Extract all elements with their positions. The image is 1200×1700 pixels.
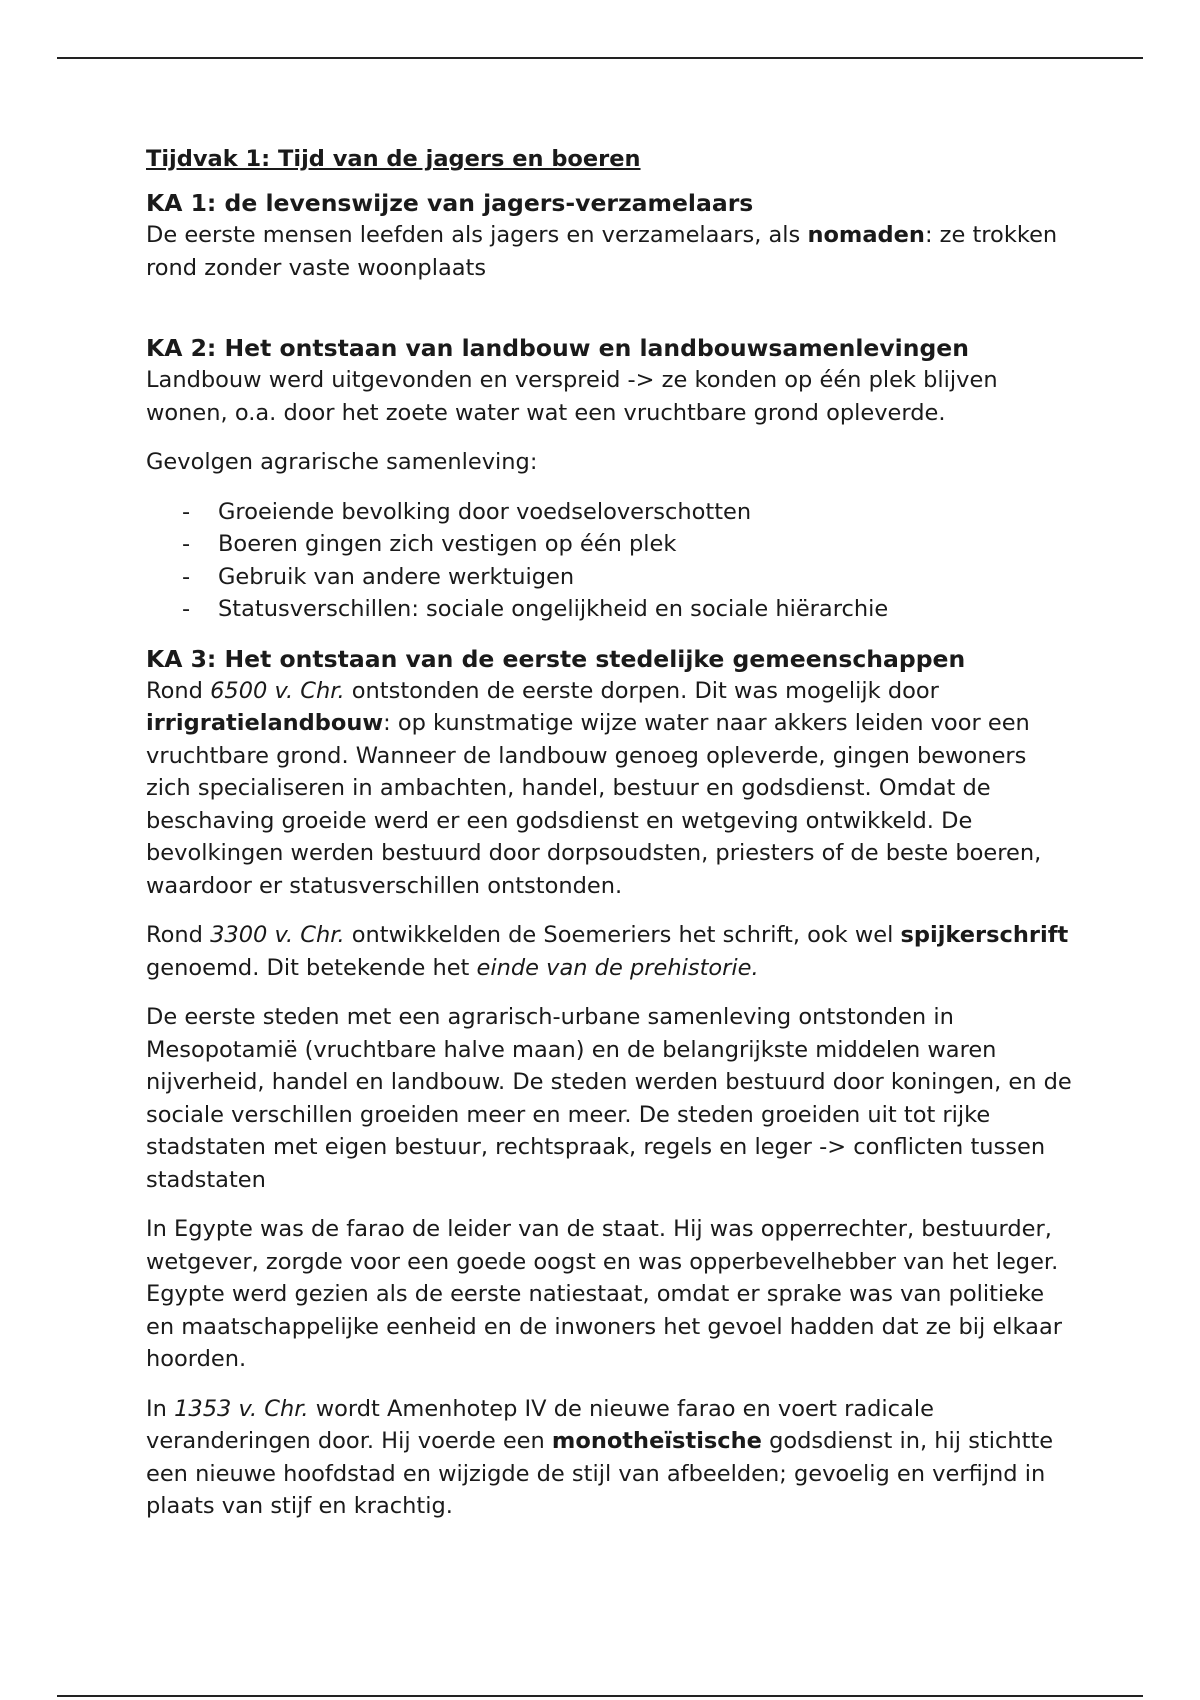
section-ka1 <box>146 187 1076 284</box>
footer-rule <box>57 1695 1143 1697</box>
ka3-paragraph-5 <box>146 1393 1076 1523</box>
ka1-p1-text-c: : ze trokken rond zonder vaste woonplaats <box>146 222 1058 281</box>
ka3-p2-text-c: ontwikkelden de Soemeriers het schrift, ook wel <box>344 922 901 948</box>
ka3-paragraph-3: De eerste steden met een agrarisch-urbane samenleving ontstonden in Mesopotamië (vruchtbare halve maan) en de belangrijkste middelen waren nijverheid, handel en landbouw. De steden werden bestuurd door koningen, en de sociale verschillen groeiden meer en meer. De steden groeiden uit tot rijke stadstaten met eigen bestuur, rechtspraak, regels en leger -> conflicten tussen stadstaten <box>146 1004 1072 1193</box>
ka3-p2-emphasis: einde van de prehistorie. <box>476 954 759 981</box>
list-item: - Statusverschillen: sociale ongelijkheid en sociale hiërarchie <box>146 593 1076 626</box>
document-body <box>146 143 1076 1540</box>
ka3-p5-term-monotheistische: monotheïstische <box>551 1428 762 1454</box>
ka1-p1-text-a: De eerste mensen leefden als jagers en verzamelaars, als <box>146 222 808 248</box>
ka3-p2-text-e: genoemd. Dit betekende het <box>146 954 477 981</box>
ka2-paragraph-2: Gevolgen agrarische samenleving: <box>146 449 538 475</box>
list-item: - Groeiende bevolking door voedseloverschotten <box>146 496 1076 529</box>
ka3-p1-term-irrigratielandbouw: irrigratielandbouw <box>146 710 384 736</box>
document-title: Tijdvak 1: Tijd van de jagers en boeren <box>146 146 641 172</box>
section-spacer <box>146 301 1076 332</box>
list-item: - Boeren gingen zich vestigen op één plek <box>146 528 1076 561</box>
ka2-paragraph-1: Landbouw werd uitgevonden en verspreid -> ze konden op één plek blijven wonen, o.a. door het zoete water wat een vruchtbare grond opleverde. <box>146 367 998 426</box>
header-rule <box>57 57 1143 59</box>
ka3-p1-date: 6500 v. Chr. <box>210 677 345 704</box>
ka3-p1-text-e: : op kunstmatige wijze water naar akkers leiden voor een vruchtbare grond. Wanneer de landbouw genoeg opleverde, gingen bewoners zich specialiseren in ambachten, handel, bestuur en godsdienst. Omdat de beschaving groeide werd er een godsdienst en wetgeving ontwikkeld. De bevolkingen werden bestuurd door dorpsoudsten, priesters of de beste boeren, waardoor er statusverschillen ontstonden. <box>146 710 1042 899</box>
ka3-p2-term-spijkerschrift: spijkerschrift <box>900 922 1069 948</box>
ka3-p1-text-c: ontstonden de eerste dorpen. Dit was mogelijk door <box>344 677 939 704</box>
ka3-paragraph-4: In Egypte was de farao de leider van de staat. Hij was opperrechter, bestuurder, wetgever, zorgde voor een goede oogst en was opperbevelhebber van het leger. Egypte werd gezien als de eerste natiestaat, omdat er sprake was van politieke en maatschappelijke eenheid en de inwoners het gevoel hadden dat ze bij elkaar hoorden. <box>146 1216 1063 1372</box>
ka3-p5-text-e: godsdienst in, hij stichtte een nieuwe hoofdstad en wijzigde de stijl van afbeelden; gevoelig en verfijnd in plaats van stijf en krachtig. <box>146 1428 1054 1519</box>
ka3-paragraph-2 <box>146 919 1076 984</box>
ka3-p1-text-a: Rond <box>146 677 211 704</box>
list-item: - Gebruik van andere werktuigen <box>146 561 1076 594</box>
section-ka3 <box>146 643 1076 1523</box>
ka3-p5-text-a: In <box>146 1395 175 1422</box>
ka1-p1-term-nomaden: nomaden <box>807 222 925 248</box>
ka2-heading: KA 2: Het ontstaan van landbouw en landbouwsamenlevingen <box>146 334 969 362</box>
ka3-heading: KA 3: Het ontstaan van de eerste stedelijke gemeenschappen <box>146 644 966 673</box>
ka2-consequences-list <box>146 496 1076 626</box>
ka3-p2-date: 3300 v. Chr. <box>210 922 345 948</box>
ka1-heading: KA 1: de levenswijze van jagers-verzamelaars <box>146 189 754 217</box>
ka3-p5-date: 1353 v. Chr. <box>174 1395 309 1422</box>
section-ka2 <box>146 332 1076 626</box>
ka3-p2-text-a: Rond <box>146 922 211 948</box>
ka3-p5-text-c: wordt Amenhotep IV de nieuwe farao en voert radicale veranderingen door. Hij voerde een <box>146 1395 934 1454</box>
ka3-paragraph-1 <box>146 675 1076 903</box>
ka1-paragraph <box>146 219 1076 284</box>
